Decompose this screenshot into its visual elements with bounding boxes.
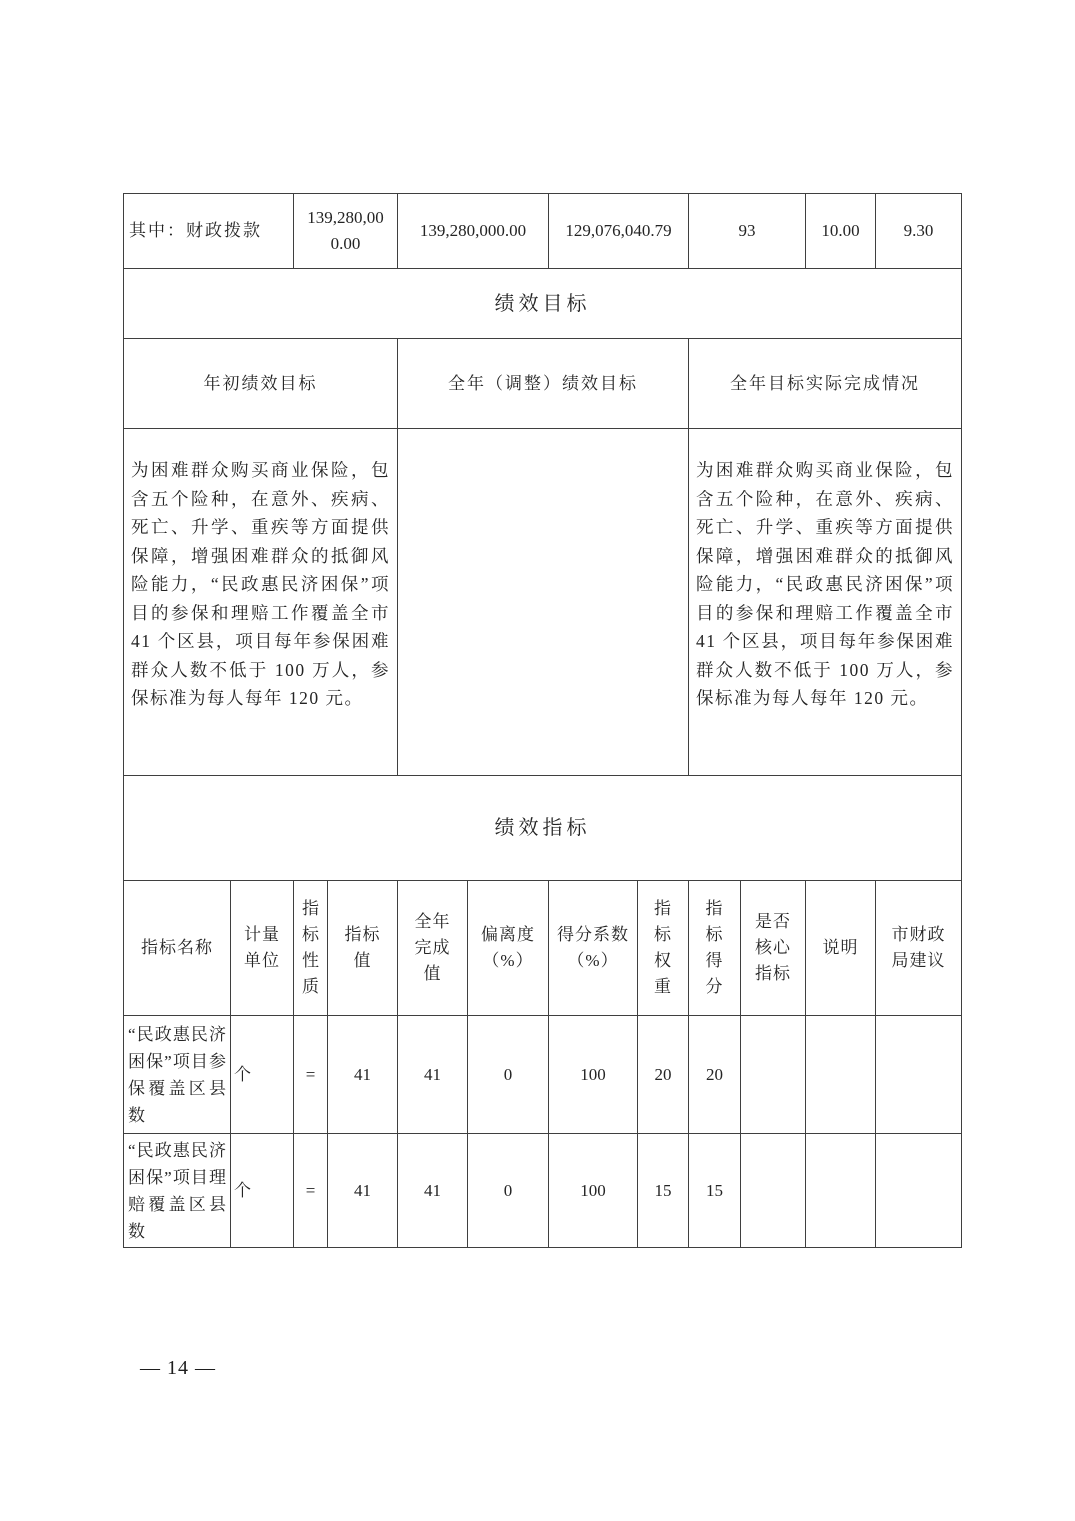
header-indicator-weight: 指标权重 bbox=[638, 881, 689, 1016]
header-note: 说明 bbox=[806, 881, 876, 1016]
goal-column-adjusted: 全年（调整）绩效目标 bbox=[398, 339, 689, 429]
funding-row bbox=[124, 194, 962, 269]
header-measure-unit: 计量单位 bbox=[231, 881, 294, 1016]
indicator-suggestion-cell bbox=[876, 1134, 962, 1248]
performance-indicators-section-row bbox=[124, 776, 962, 881]
header-indicator-score: 指标得分 bbox=[689, 881, 741, 1016]
initial-goal-text: 为困难群众购买商业保险，包含五个险种，在意外、疾病、死亡、升学、重疾等方面提供保障，增强困难群众的抵御风险能力，“民政惠民济困保”项目的参保和理赔工作覆盖全市 41 个区县，项目每年参保困难群众人数不低于 100 万人，参保标准为每人每年 120 元。 bbox=[124, 429, 398, 776]
page-number: — 14 — bbox=[140, 1357, 216, 1379]
header-is-core-indicator: 是否核心指标 bbox=[741, 881, 806, 1016]
adjusted-goal-text bbox=[398, 429, 689, 776]
goal-column-initial: 年初绩效目标 bbox=[124, 339, 398, 429]
funding-budget-amount: 139,280,000.00 bbox=[294, 194, 398, 269]
performance-goals-section-title: 绩效目标 bbox=[124, 269, 962, 339]
performance-report-table bbox=[123, 193, 962, 1248]
funding-row-label: 其中：财政拨款 bbox=[124, 194, 294, 269]
funding-weight: 10.00 bbox=[806, 194, 876, 269]
goal-column-actual: 全年目标实际完成情况 bbox=[689, 339, 962, 429]
header-target-value: 指标值 bbox=[328, 881, 398, 1016]
funding-adjusted-amount: 139,280,000.00 bbox=[398, 194, 549, 269]
funding-completion-rate: 93 bbox=[689, 194, 806, 269]
indicator-completed-cell: 41 bbox=[398, 1016, 468, 1134]
indicator-weight-cell: 15 bbox=[638, 1134, 689, 1248]
indicator-header-row bbox=[124, 881, 962, 1016]
indicator-nature-cell: = bbox=[294, 1134, 328, 1248]
indicator-score-cell: 15 bbox=[689, 1134, 741, 1248]
indicator-target-cell: 41 bbox=[328, 1134, 398, 1248]
header-indicator-nature: 指标性质 bbox=[294, 881, 328, 1016]
indicator-row bbox=[124, 1016, 962, 1134]
indicator-score-coefficient-cell: 100 bbox=[549, 1016, 638, 1134]
indicator-note-cell bbox=[806, 1134, 876, 1248]
indicator-name-cell: “民政惠民济困保”项目参保覆盖区县数 bbox=[124, 1016, 231, 1134]
performance-goals-section-row bbox=[124, 269, 962, 339]
indicator-deviation-cell: 0 bbox=[468, 1016, 549, 1134]
header-finance-bureau-suggestion: 市财政局建议 bbox=[876, 881, 962, 1016]
indicator-score-coefficient-cell: 100 bbox=[549, 1134, 638, 1248]
goal-columns-header-row bbox=[124, 339, 962, 429]
indicator-target-cell: 41 bbox=[328, 1016, 398, 1134]
actual-goal-text: 为困难群众购买商业保险，包含五个险种，在意外、疾病、死亡、升学、重疾等方面提供保障，增强困难群众的抵御风险能力，“民政惠民济困保”项目的参保和理赔工作覆盖全市 41 个区县，项目每年参保困难群众人数不低于 100 万人，参保标准为每人每年 120 元。 bbox=[689, 429, 962, 776]
indicator-unit-cell: 个 bbox=[231, 1016, 294, 1134]
funding-actual-amount: 129,076,040.79 bbox=[549, 194, 689, 269]
indicator-is-core-cell bbox=[741, 1134, 806, 1248]
indicator-weight-cell: 20 bbox=[638, 1016, 689, 1134]
performance-indicators-section-title: 绩效指标 bbox=[124, 776, 962, 881]
indicator-suggestion-cell bbox=[876, 1016, 962, 1134]
header-indicator-name: 指标名称 bbox=[124, 881, 231, 1016]
indicator-deviation-cell: 0 bbox=[468, 1134, 549, 1248]
header-deviation: 偏离度（%） bbox=[468, 881, 549, 1016]
indicator-score-cell: 20 bbox=[689, 1016, 741, 1134]
funding-score: 9.30 bbox=[876, 194, 962, 269]
indicator-row bbox=[124, 1134, 962, 1248]
indicator-name-cell: “民政惠民济困保”项目理赔覆盖区县数 bbox=[124, 1134, 231, 1248]
indicator-unit-cell: 个 bbox=[231, 1134, 294, 1248]
indicator-completed-cell: 41 bbox=[398, 1134, 468, 1248]
header-completed-value: 全年完成值 bbox=[398, 881, 468, 1016]
goal-text-row bbox=[124, 429, 962, 776]
header-score-coefficient: 得分系数（%） bbox=[549, 881, 638, 1016]
indicator-nature-cell: = bbox=[294, 1016, 328, 1134]
indicator-note-cell bbox=[806, 1016, 876, 1134]
indicator-is-core-cell bbox=[741, 1016, 806, 1134]
